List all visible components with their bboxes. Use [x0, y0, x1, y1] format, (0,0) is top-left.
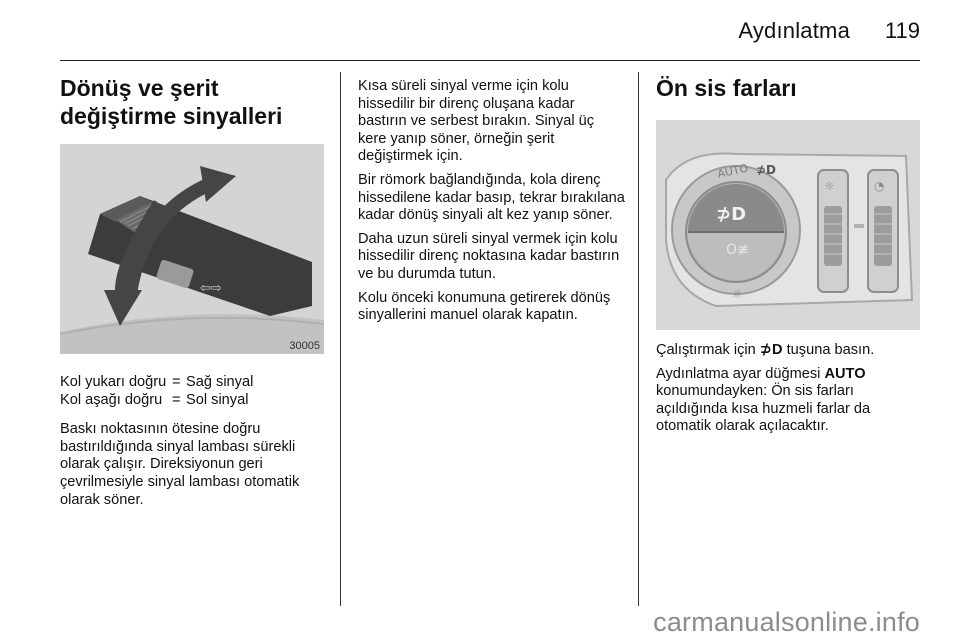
definition-equals: = — [172, 391, 181, 408]
body-paragraph: Kolu önceki konumuna getirerek dönüş sinyallerini manuel olarak kapatın. — [358, 289, 611, 324]
svg-text:☼: ☼ — [824, 179, 835, 193]
watermark: carmanualsonline.info — [653, 607, 920, 637]
definition-key: Kol aşağı doğru — [60, 391, 163, 408]
middle-column — [358, 74, 626, 331]
page-number: 119 — [884, 18, 920, 43]
left-column — [60, 74, 328, 515]
section-heading-turn-signals: Dönüş ve şerit değiştirme sinyalleri — [60, 75, 283, 129]
text-span: konumundayken: Ön sis farları açıldığında kısa huzmeli farlar da otomatik olarak açılacaktır. — [656, 383, 871, 435]
svg-text:⊅D: ⊅D — [756, 163, 777, 177]
header-rule — [60, 60, 920, 61]
auto-mode-paragraph — [656, 366, 920, 436]
body-paragraph: Baskı noktasının ötesine doğru bastırıldığında sinyal lambası sürekli olarak çalışır. Direksiyonun geri çevrilmesiyle sinyal lambası otomatik olarak söner. — [60, 421, 300, 508]
text-span: tuşuna basın. — [782, 342, 875, 358]
auto-keyword: AUTO — [824, 365, 866, 382]
text-span: Aydınlatma ayar düğmesi — [656, 365, 825, 382]
column-divider — [340, 72, 341, 606]
definition-key: Kol yukarı doğru — [60, 374, 167, 390]
lever-drawing — [60, 144, 324, 354]
signal-definitions — [60, 374, 328, 409]
svg-text:☼: ☼ — [732, 287, 743, 301]
fog-symbol-icon: ⊅D — [716, 204, 747, 225]
section-heading-fog-lights: Ön sis farları — [656, 75, 797, 101]
svg-text:O≢: O≢ — [726, 242, 749, 258]
column-divider — [638, 72, 639, 606]
definition-value: Sağ sinyal — [186, 374, 254, 390]
body-paragraph: Kısa süreli sinyal verme için kolu hissedilir bir direnç oluşana kadar bastırın ve serbest bırakın. Sinyal üç kere yanıp söner, örneğin şerit değiştirmek için. — [358, 78, 595, 165]
header-title: Aydınlatma — [738, 18, 850, 43]
definition-value: Sol sinyal — [186, 391, 249, 408]
svg-text:⇦⇨: ⇦⇨ — [200, 281, 222, 296]
definition-equals: = — [172, 374, 181, 390]
fog-press-instruction — [656, 342, 920, 360]
figure-code: 30005 — [289, 340, 320, 352]
light-switch-drawing — [656, 120, 920, 330]
body-paragraph: Bir römork bağlandığında, kola direnç hissedilene kadar basıp, tekrar bırakılana kadar dönüş sinyali alt kez yanıp söner. — [358, 171, 625, 224]
text-span: Çalıştırmak için — [656, 342, 760, 358]
right-column — [656, 74, 920, 442]
turn-signal-lever-illustration — [60, 144, 324, 354]
body-paragraph: Daha uzun süreli sinyal vermek için kolu hissedilir direnç noktasına kadar bastırın ve bu durumda tutun. — [358, 230, 620, 282]
definition-row — [60, 392, 328, 410]
auto-label: AUTO — [716, 161, 750, 181]
fog-light-icon: ⊅D — [759, 342, 783, 358]
definition-row — [60, 374, 328, 392]
light-switch-illustration — [656, 120, 920, 330]
svg-text:◔: ◔ — [874, 179, 885, 193]
